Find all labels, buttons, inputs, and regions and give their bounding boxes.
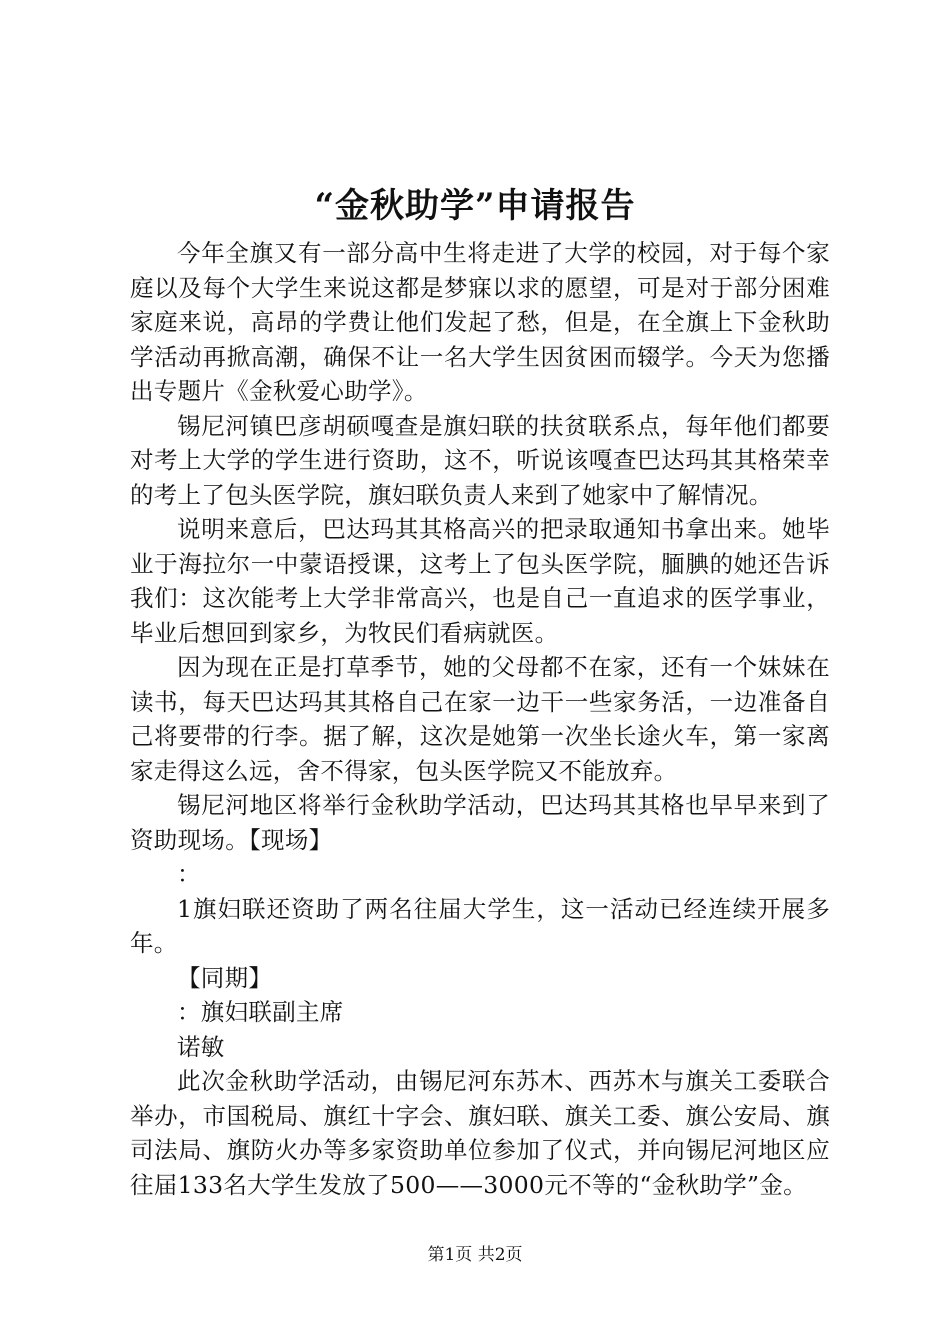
paragraph-6: ：: [177, 860, 201, 888]
paragraph-9: ：旗妇联副主席: [177, 998, 344, 1026]
paragraph-5: 锡尼河地区将举行金秋助学活动，巴达玛其其格也早早来到了资助现场。【现场】: [130, 791, 830, 854]
paragraph-8: 【同期】: [177, 963, 273, 992]
paragraph-10: 诺敏: [177, 1032, 225, 1061]
document-body: [130, 236, 830, 1202]
paragraph-7: 1旗妇联还资助了两名往届大学生，这一活动已经连续开展多年。: [130, 894, 830, 957]
paragraph-2: 锡尼河镇巴彦胡硕嘎查是旗妇联的扶贫联系点，每年他们都要对考上大学的学生进行资助，这不，听说该嘎查巴达玛其其格荣幸的考上了包头医学院，旗妇联负责人来到了她家中了解情况。: [130, 411, 830, 509]
document-title: “金秋助学”申请报告: [314, 186, 636, 226]
page-number-footer: 第1页 共2页: [427, 1245, 523, 1265]
paragraph-4: 因为现在正是打草季节，她的父母都不在家，还有一个妹妹在读书，每天巴达玛其其格自己在家一边干一些家务活，一边准备自己将要带的行李。据了解，这次是她第一次坐长途火车，第一家离家走得这么远，舍不得家，包头医学院又不能放弃。: [130, 653, 830, 785]
paragraph-11: 此次金秋助学活动，由锡尼河东苏木、西苏木与旗关工委联合举办，市国税局、旗红十字会、旗妇联、旗关工委、旗公安局、旗司法局、旗防火办等多家资助单位参加了仪式，并向锡尼河地区应往届133名大学生发放了500——3000元不等的“金秋助学”金。: [130, 1067, 830, 1199]
paragraph-3: 说明来意后，巴达玛其其格高兴的把录取通知书拿出来。她毕业于海拉尔一中蒙语授课，这考上了包头医学院，腼腆的她还告诉我们：这次能考上大学非常高兴，也是自己一直追求的医学事业，毕业后想回到家乡，为牧民们看病就医。: [130, 515, 830, 647]
paragraph-1: 今年全旗又有一部分高中生将走进了大学的校园，对于每个家庭以及每个大学生来说这都是梦寐以求的愿望，可是对于部分困难家庭来说，高昂的学费让他们发起了愁，但是，在全旗上下金秋助学活动再掀高潮，确保不让一名大学生因贫困而辍学。今天为您播出专题片《金秋爱心助学》。: [130, 239, 830, 405]
